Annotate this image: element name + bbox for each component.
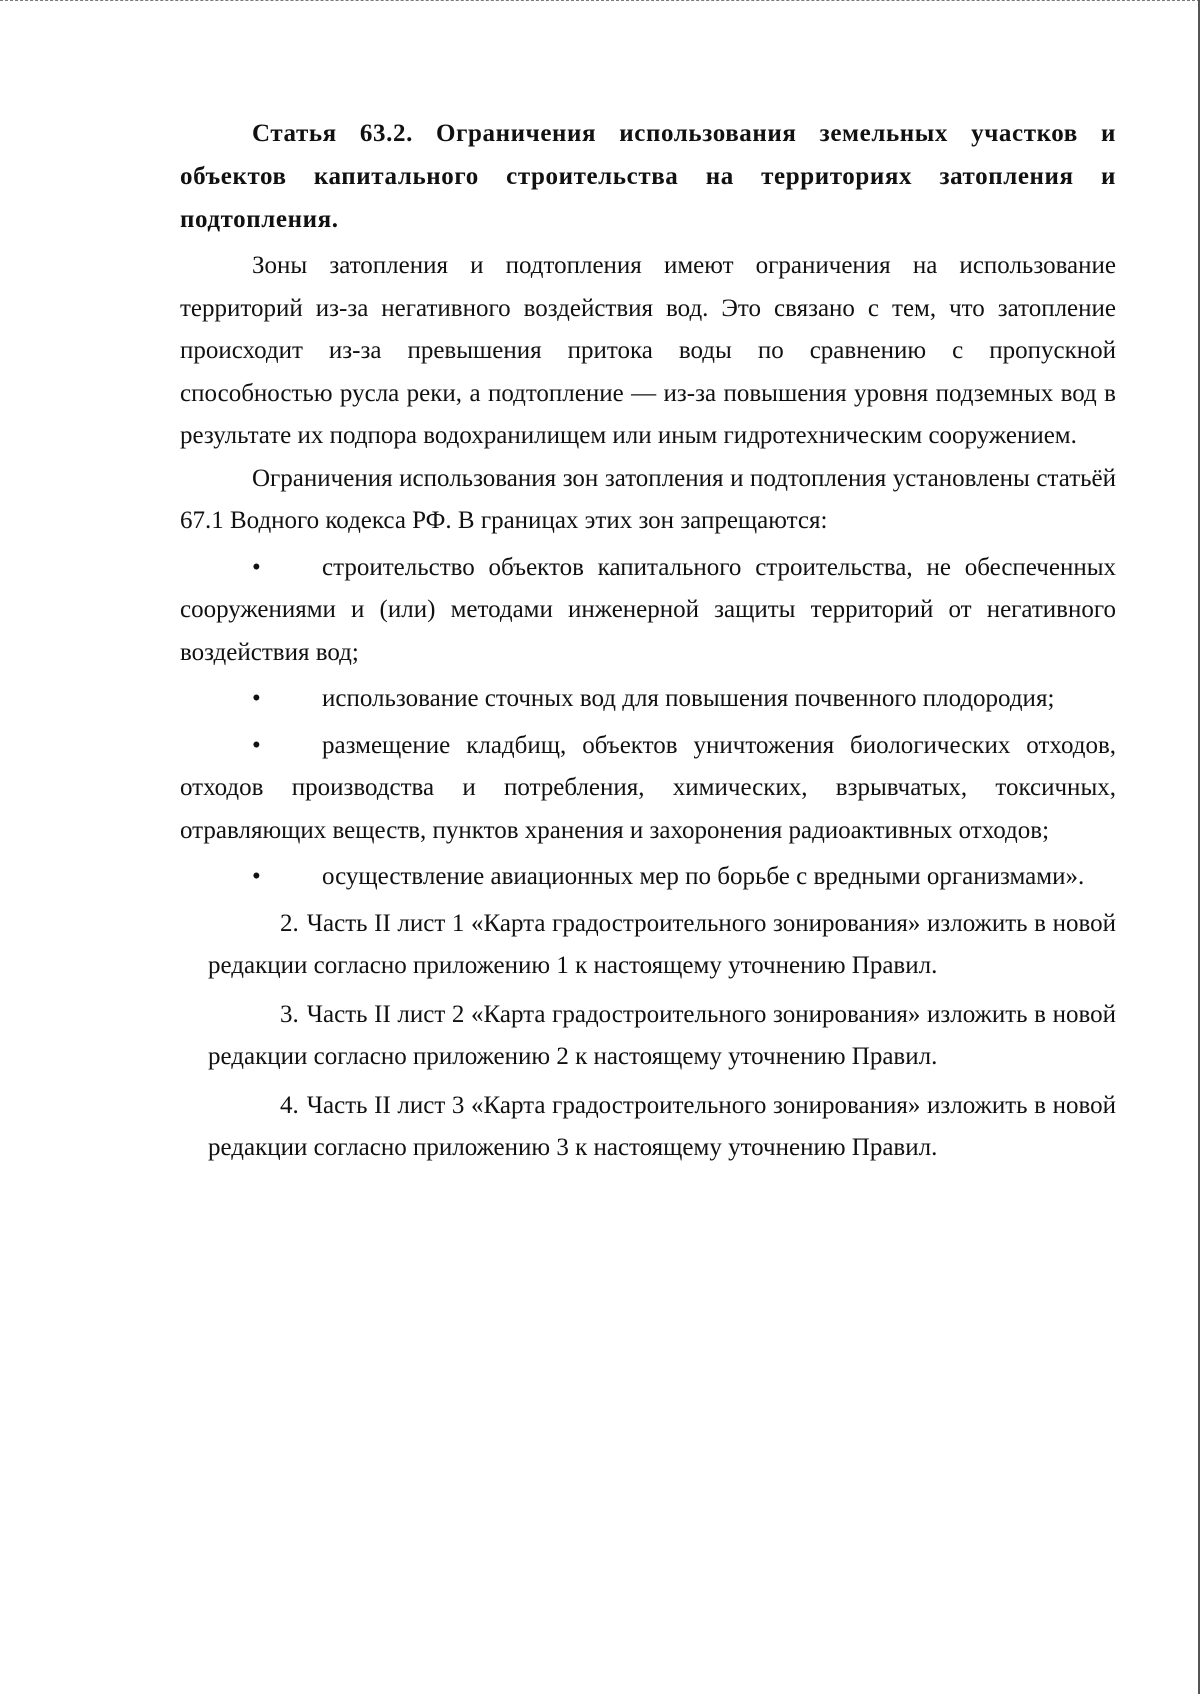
list-item [180,547,1116,675]
bullet-icon: • [252,685,261,712]
list-item [180,856,1116,899]
bullet-text: использование сточных вод для повышения почвенного плодородия; [322,685,1055,712]
paragraph-flood-zones: Зоны затопления и подтопления имеют ограничения на использование территорий из-за негативного воздействия вод. Это связано с тем, что затопление происходит из-за превышения притока воды по сравнению с пропускной способностью русла реки, а подтопление — из-за повышения уровня подземных вод в результате их подпора водохранилищем или иным гидротехническим сооружением. [180,252,1116,449]
list-item [180,678,1116,721]
article-heading: Статья 63.2. Ограничения использования земельных участков и объектов капитального строительства на территориях затопления и подтопления. [180,120,1116,233]
item-text: Часть II лист 2 «Карта градостроительного зонирования» изложить в новой редакции согласно приложению 2 к настоящему уточнению Правил. [208,1000,1116,1070]
bullet-icon: • [252,731,261,759]
list-item [180,725,1116,853]
scan-edge-top [0,0,1200,4]
paragraph-restrictions: Ограничения использования зон затопления и подтопления установлены статьёй 67.1 Водного кодекса РФ. В границах этих зон запрещаются: [180,464,1116,534]
bullet-icon: • [252,553,261,581]
item-text: Часть II лист 1 «Карта градостроительного зонирования» изложить в новой редакции согласно приложению 1 к настоящему уточнению Правил. [208,909,1116,979]
bullet-icon: • [252,863,261,890]
bullet-text: размещение кладбищ, объектов уничтожения биологических отходов, отходов производства и потребления, химических, взрывчатых, токсичных, отравляющих веществ, пунктов хранения и захоронения радиоактивных отходов; [180,731,1116,844]
bullet-text: строительство объектов капитального строительства, не обеспеченных сооружениями и (или) методами инженерной защиты территорий от негативного воздействия вод; [180,553,1116,666]
item-number: 2. [280,909,299,937]
item-number: 4. [280,1091,299,1119]
item-number: 3. [280,1000,299,1028]
numbered-item [208,903,1116,988]
numbered-item [208,1085,1116,1170]
numbered-item [208,994,1116,1079]
document-page [180,112,1116,1176]
item-text: Часть II лист 3 «Карта градостроительного зонирования» изложить в новой редакции согласно приложению 3 к настоящему уточнению Правил. [208,1091,1116,1161]
bullet-text: осуществление авиационных мер по борьбе с вредными организмами». [322,863,1085,890]
